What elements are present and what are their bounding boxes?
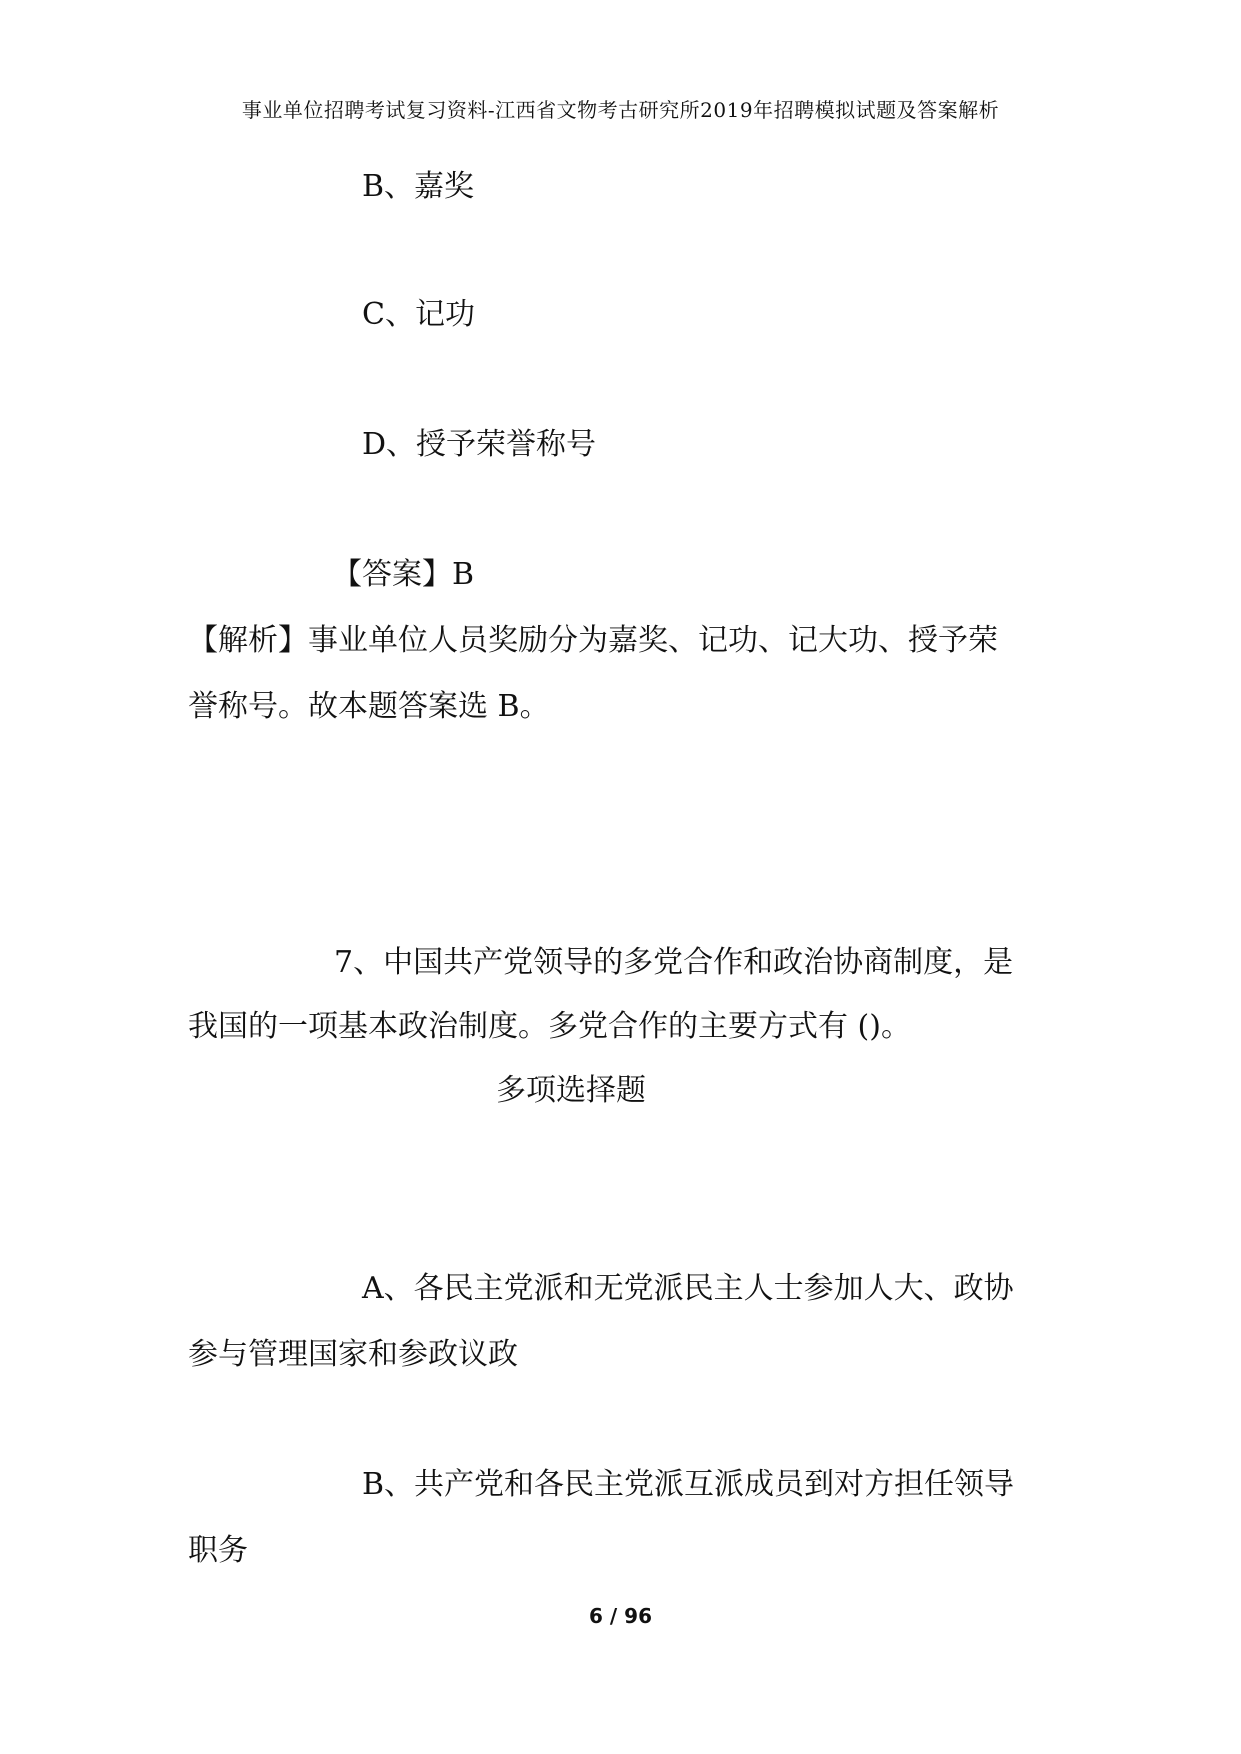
q7-option-b-line-2: 职务 (188, 1533, 248, 1568)
q6-answer: 【答案】B (332, 557, 475, 592)
q6-option-d: D、授予荣誉称号 (362, 427, 597, 462)
q7-question-type: 多项选择题 (496, 1073, 646, 1108)
q6-analysis-line-2: 誉称号。故本题答案选 B。 (188, 689, 550, 724)
q7-stem-line-2: 我国的一项基本政治制度。多党合作的主要方式有 ()。 (188, 1009, 911, 1044)
q7-option-b-line-1: B、共产党和各民主党派互派成员到对方担任领导 (362, 1467, 1015, 1502)
page-number: 6 / 96 (589, 1604, 652, 1628)
q7-stem-line-1: 7、中国共产党领导的多党合作和政治协商制度，是 (334, 945, 1014, 980)
q7-option-a-line-1: A、各民主党派和无党派民主人士参加人大、政协 (362, 1271, 1014, 1306)
q6-option-b: B、嘉奖 (362, 169, 475, 204)
q6-analysis-line-1: 【解析】事业单位人员奖励分为嘉奖、记功、记大功、授予荣 (188, 623, 998, 658)
page-header: 事业单位招聘考试复习资料-江西省文物考古研究所2019年招聘模拟试题及答案解析 (241, 98, 1000, 122)
q6-option-c: C、记功 (362, 297, 475, 332)
q7-option-a-line-2: 参与管理国家和参政议政 (188, 1337, 518, 1372)
